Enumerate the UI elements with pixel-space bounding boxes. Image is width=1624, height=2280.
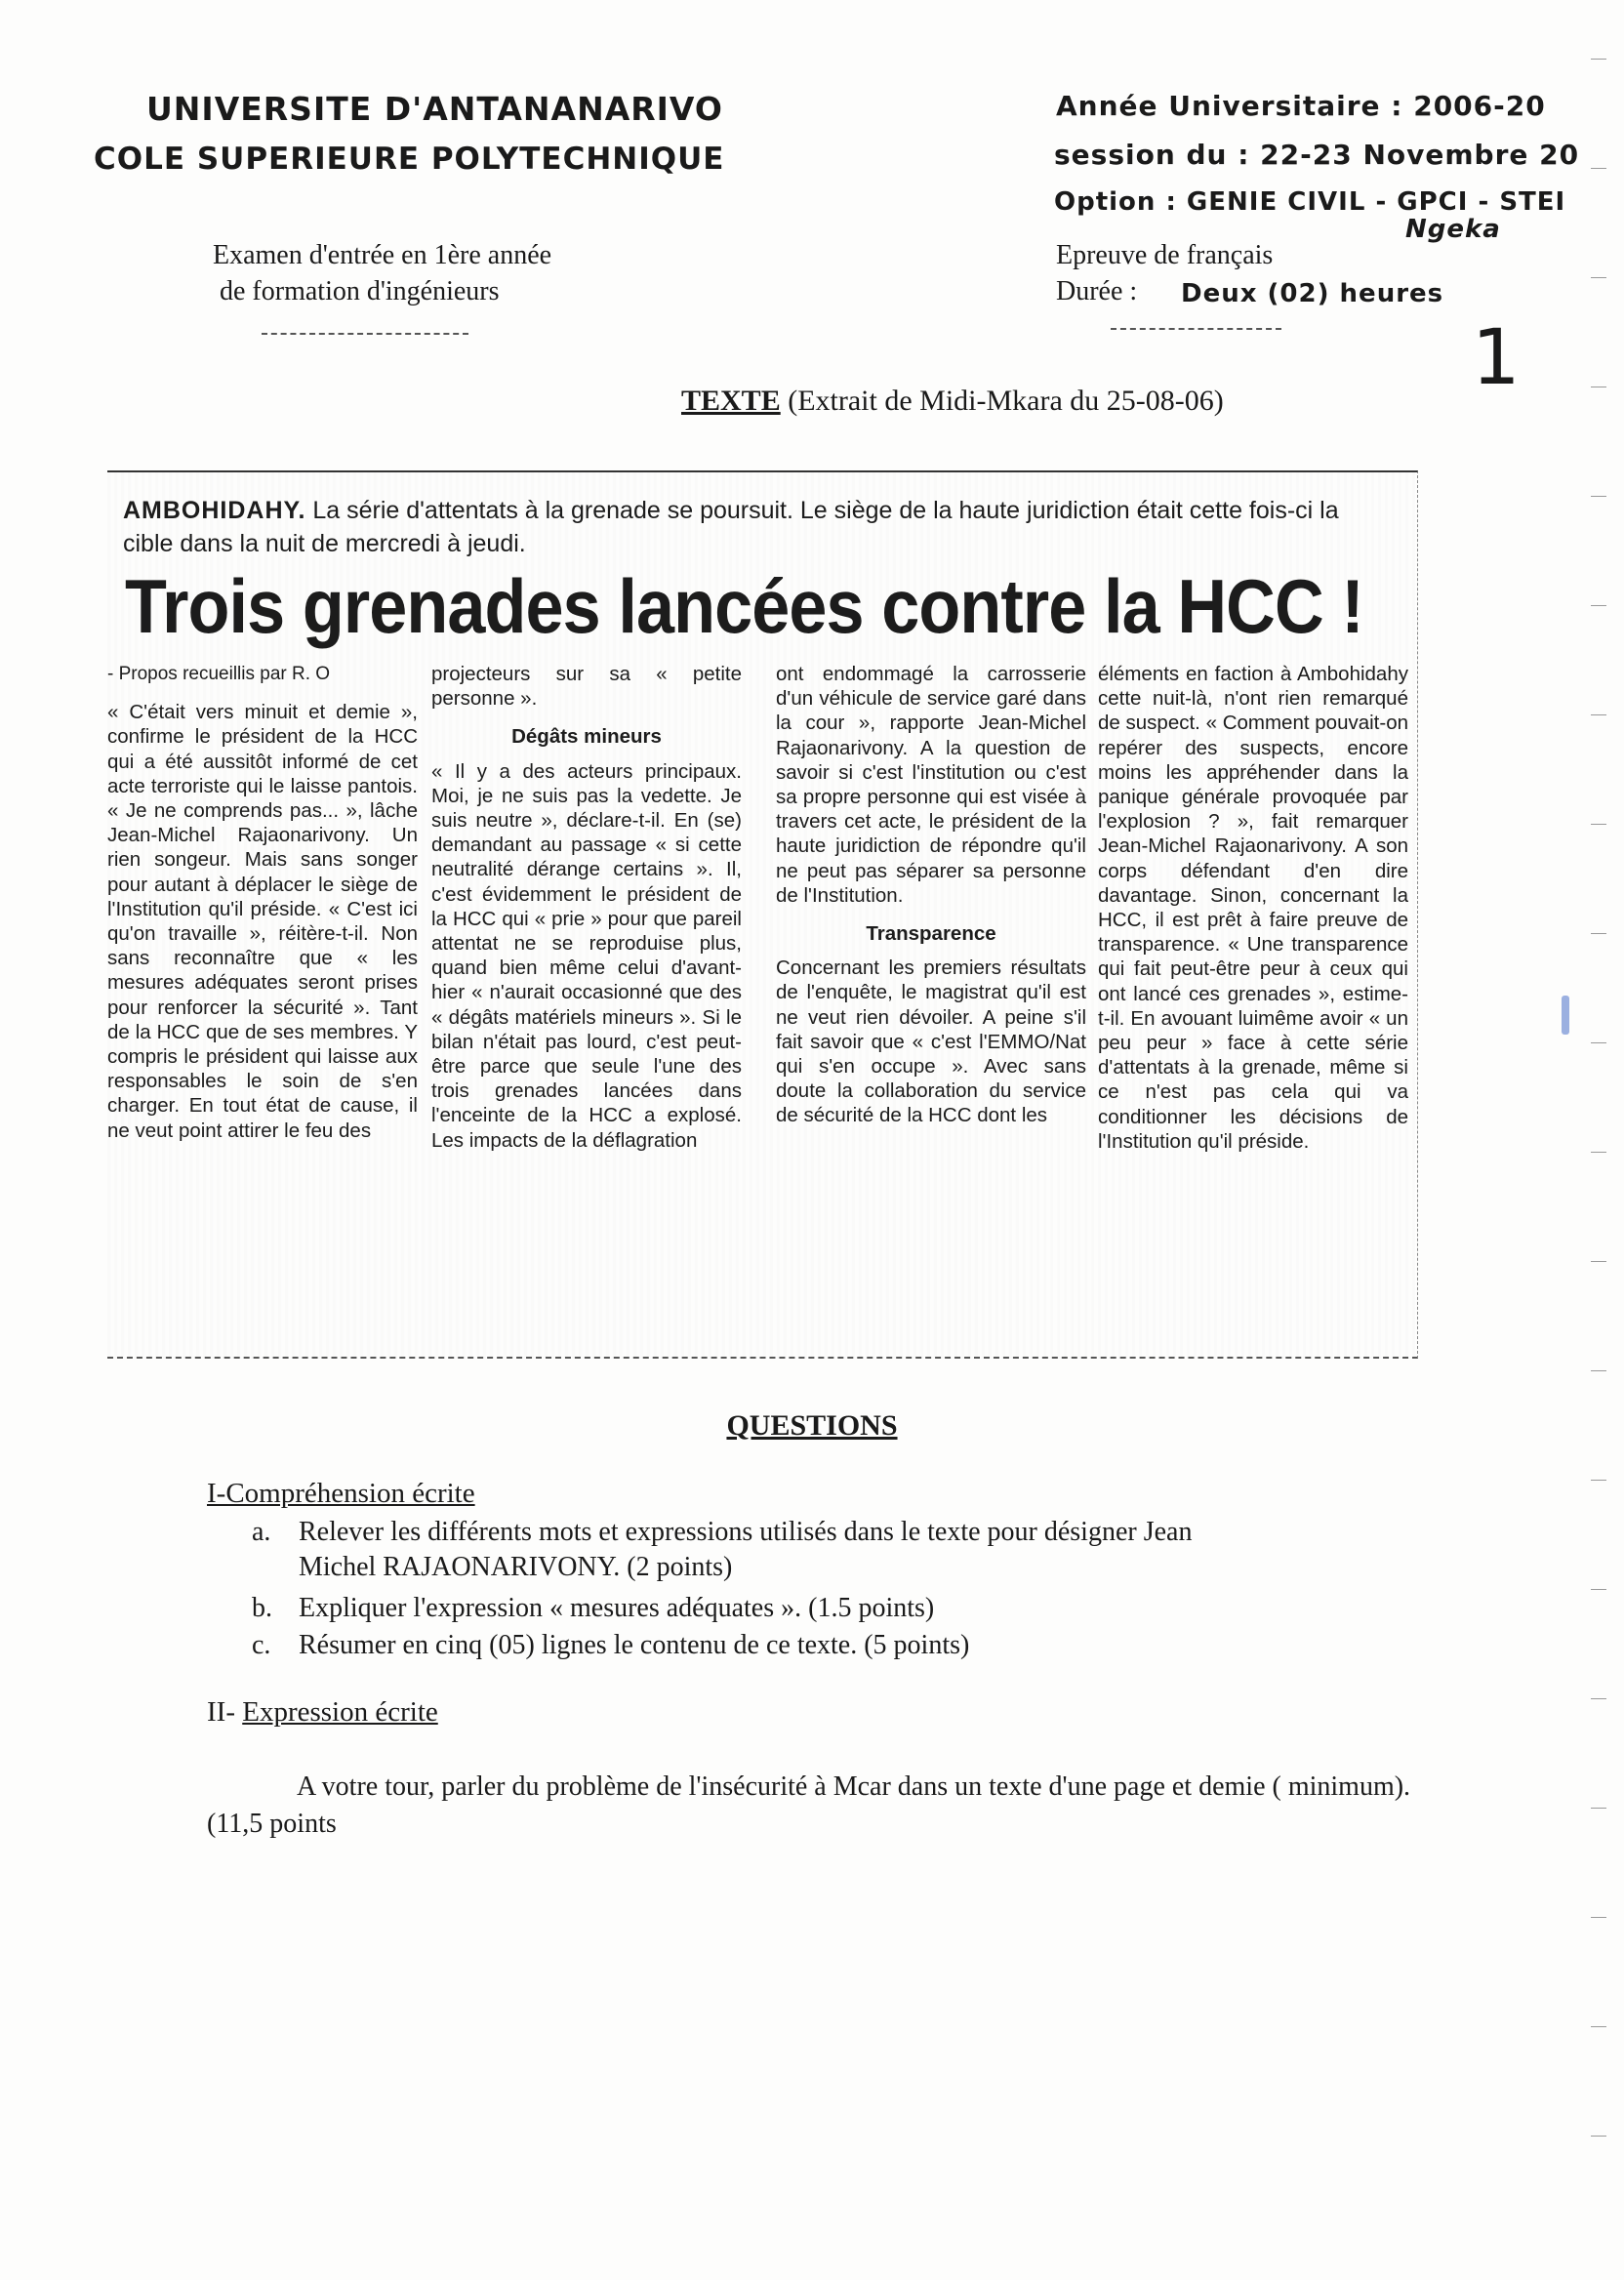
divider-left	[262, 333, 468, 335]
margin-tick	[1591, 605, 1606, 606]
questions-title	[0, 1409, 1624, 1443]
duree-value: Deux (02) heures	[1181, 279, 1444, 308]
divider-right	[1111, 328, 1281, 330]
question-a	[252, 1515, 1413, 1585]
margin-tick	[1591, 2136, 1606, 2137]
texte-label: TEXTE	[681, 385, 781, 417]
handwritten-note: Ngeka	[1405, 215, 1501, 244]
duree-label: Durée :	[1056, 276, 1138, 306]
question-c-letter: c.	[252, 1630, 271, 1660]
subheading-transparence: Transparence	[866, 922, 996, 946]
article-byline: - Propos recueillis par R. O	[107, 664, 331, 684]
margin-tick	[1591, 1261, 1606, 1262]
question-a-text-1: Relever les différents mots et expressions utilisés dans le texte pour désigner Jean	[299, 1517, 1193, 1547]
scan-blue-mark	[1562, 996, 1569, 1035]
article-headline: Trois grenades lancées contre la HCC !	[125, 563, 1363, 649]
school-name: COLE SUPERIEURE POLYTECHNIQUE	[94, 142, 725, 177]
question-a-letter: a.	[252, 1517, 271, 1547]
texte-source: (Extrait de Midi-Mkara du 25-08-06)	[788, 385, 1224, 417]
questions-title-text: QUESTIONS	[726, 1409, 898, 1442]
margin-tick	[1591, 277, 1606, 278]
question-b	[252, 1591, 1413, 1626]
margin-tick	[1591, 1698, 1606, 1699]
article-column-4	[1098, 662, 1408, 1154]
newspaper-article	[107, 470, 1418, 1359]
margin-tick	[1591, 933, 1606, 934]
margin-tick	[1591, 168, 1606, 169]
margin-tick	[1591, 824, 1606, 825]
column-3-text-a: ont endommagé la carrosserie d'un véhicule de service garé dans la cour », rapporte Jean-Michel Rajaonarivony. A la question de savoir si c'est l'institution ou c'est sa propre personne qui est visée à travers cet acte, le président de la haute juridiction de répondre qu'il ne peut pas séparer sa personne de l'Institution.	[776, 663, 1086, 907]
texte-heading	[681, 385, 1224, 418]
epreuve-label: Epreuve de français	[1056, 240, 1274, 270]
subheading-degats: Dégâts mineurs	[511, 725, 662, 749]
question-c	[252, 1628, 1413, 1663]
margin-tick	[1591, 1480, 1606, 1481]
margin-tick	[1591, 1589, 1606, 1590]
exam-title-line1: Examen d'entrée en 1ère année	[213, 240, 552, 270]
article-lead-text: La série d'attentats à la grenade se poursuit. Le siège de la haute juridiction était cette fois-ci la cible dans la nuit de mercredi à jeudi.	[123, 497, 1339, 557]
margin-tick	[1591, 1042, 1606, 1043]
academic-year: Année Universitaire : 2006-20	[1056, 90, 1546, 122]
margin-tick	[1591, 59, 1606, 60]
university-name: UNIVERSITE D'ANTANANARIVO	[146, 90, 723, 128]
page-number-mark: 1	[1472, 314, 1521, 402]
margin-tick	[1591, 1917, 1606, 1918]
margin-tick	[1591, 1808, 1606, 1809]
article-lead	[123, 494, 1392, 560]
part1-title: I-Compréhension écrite	[207, 1478, 475, 1509]
column-2-text-b: « Il y a des acteurs principaux. Moi, je ne suis pas la vedette. Je suis neutre », déclare-t-il. En (se) demandant au passage « si cette neutralité dérange certains ». Il, c'est évidemment le président de la HCC qui « prie » pour que pareil attentat ne se reproduise plus, quand bien même celui d'avant-hier « n'aurait occasionné que des « dégâts matériels mineurs ». Si le bilan n'était pas lourd, c'est peut-être parce que seule l'une des trois grenades lancées dans l'enceinte de la HCC a explosé. Les impacts de la déflagration	[431, 759, 742, 1152]
question-a-text-2: Michel RAJAONARIVONY. (2 points)	[299, 1552, 733, 1582]
question-c-text: Résumer en cinq (05) lignes le contenu de ce texte. (5 points)	[299, 1630, 970, 1660]
part2-title	[207, 1696, 438, 1729]
margin-tick	[1591, 496, 1606, 497]
column-4-text: éléments en faction à Ambohidahy cette nuit-là, n'ont rien remarqué de suspect. « Comment pouvait-on repérer des suspects, encore moins les appréhender dans la panique générale provoquée par l'explosion ? », fait remarquer Jean-Michel Rajaonarivony. A son corps défendant d'en dire davantage. Sinon, concernant la HCC, il est prêt à faire preuve de transparence. « Une transparence qui fait peut-être peur à ceux qui ont lancé ces grenades », estime-t-il. En avouant luimême avoir « un peu peur » face à cette série d'attentats à la grenade, même si ce n'est pas cela qui va conditionner les décisions de l'Institution qu'il préside.	[1098, 663, 1408, 1153]
column-3-text-b: Concernant les premiers résultats de l'enquête, le magistrat qu'il est ne veut rien dévoiler. A peine s'il fait savoir que « c'est l'EMMO/Nat qui s'en occupe ». Avec sans doute la collaboration du service de sécurité de la HCC dont les	[776, 957, 1086, 1127]
part2-body: A votre tour, parler du problème de l'insécurité à Mcar dans un texte d'une page et demie ( minimum). (11,5 points	[207, 1771, 1411, 1839]
column-1-text: « C'était vers minuit et demie », confirme le président de la HCC qui a été aussitôt informé de cet acte terroriste qui le laisse pantois. « Je ne comprends pas... », lâche Jean-Michel Rajaonarivony. Un rien songeur. Mais sans songer pour autant à déplacer le siège de l'Institution qu'il préside. « C'est ici qu'on travaille », réitère-t-il. Non sans reconnaître que « les mesures adéquates seront prises pour renforcer la sécurité ». Tant de la HCC que de ses membres. Y compris le président qui laisse aux responsables le soin de s'en charger. En tout état de cause, il ne veut point attirer le feu des	[107, 701, 418, 1142]
article-column-1	[107, 662, 418, 1143]
article-dateline: AMBOHIDAHY.	[123, 497, 306, 524]
option-line: Option : GENIE CIVIL - GPCI - STEI	[1054, 187, 1566, 217]
margin-tick	[1591, 714, 1606, 715]
margin-tick	[1591, 1370, 1606, 1371]
column-2-text-a: projecteurs sur sa « petite personne ».	[431, 663, 742, 711]
margin-tick	[1591, 1152, 1606, 1153]
article-column-3	[776, 662, 1086, 1128]
exam-title-line2: de formation d'ingénieurs	[220, 276, 500, 306]
question-b-letter: b.	[252, 1593, 272, 1623]
part2-number: II-	[207, 1696, 235, 1728]
margin-tick	[1591, 2026, 1606, 2027]
session-dates: session du : 22-23 Novembre 20	[1054, 139, 1580, 171]
article-column-2	[431, 662, 742, 1153]
part2-title-text: Expression écrite	[242, 1696, 438, 1728]
question-b-text: Expliquer l'expression « mesures adéquates ». (1.5 points)	[299, 1593, 935, 1623]
